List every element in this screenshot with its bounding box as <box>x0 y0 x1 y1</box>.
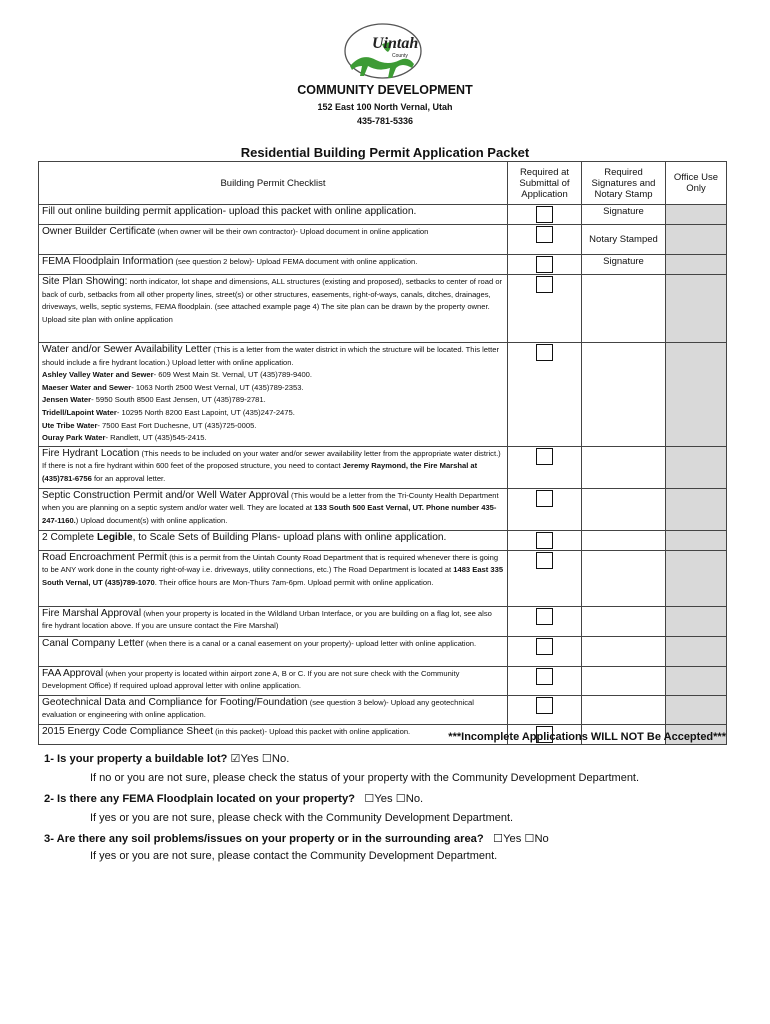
item-title: Water and/or Sewer Availability Letter <box>42 344 212 355</box>
item-description: (when your property is located within airport zone A, B or C. If you are not sure check with the Community Development Office) If required upload approval letter with online application. <box>42 668 460 691</box>
signature-requirement <box>582 275 666 343</box>
item-description: (when your property is located in the Wildland Urban Interface, or you are building on a flag lot, see also fire hydrant location above. If you are unsure contact the Fire Marshal) <box>42 608 492 631</box>
item-title: Geotechnical Data and Compliance for Footing/Foundation <box>42 696 308 708</box>
item-title: Owner Builder Certificate <box>42 226 156 237</box>
item-title: Site Plan Showing: <box>42 276 128 287</box>
item-description: (when there is a canal or a canal easement on your property)- upload letter with online application. <box>143 638 477 648</box>
required-checkbox[interactable] <box>536 668 553 685</box>
item-description-end: . Their office hours are Mon-Thurs 7am-6pm. Upload permit with online application. <box>154 577 434 587</box>
health-department-contact: 133 South 500 East Vernal, UT. Phone number 435-247-1160. <box>42 503 497 525</box>
question-text: 1- Is your property a buildable lot? <box>44 753 228 765</box>
office-use-cell <box>666 636 727 666</box>
item-description: (see question 2 below)- Upload FEMA document with online application. <box>173 257 418 266</box>
item-description: (see question 3 below)- Upload any geotechnical evaluation or engineering with online application. <box>42 697 474 720</box>
question-3-note: If yes or you are not sure, please contact the Community Development Department. <box>90 850 498 862</box>
signature-requirement <box>582 488 666 530</box>
document-title: Residential Building Permit Application Packet <box>240 145 530 160</box>
office-use-cell <box>666 446 727 488</box>
item-description: (This needs to be included on your water and/or sewer availability letter from the appropriate water district.) If there is not a fire hydrant within 600 feet of the proposed structure, you need to contact <box>42 448 501 471</box>
required-checkbox[interactable] <box>536 552 553 569</box>
signature-requirement <box>582 606 666 636</box>
column-header-checklist: Building Permit Checklist <box>39 162 508 205</box>
signature-requirement <box>582 550 666 606</box>
office-use-cell <box>666 550 727 606</box>
column-header-signatures: Required Signatures and Notary Stamp <box>582 162 666 205</box>
item-description: (in this packet)- Upload this packet with online application. <box>213 726 411 736</box>
office-use-cell <box>666 343 727 447</box>
item-description-end: for an approval letter. <box>91 473 166 483</box>
office-use-cell <box>666 606 727 636</box>
required-checkbox[interactable] <box>536 697 553 714</box>
signature-requirement <box>582 695 666 724</box>
signature-requirement <box>582 343 666 447</box>
question-text: 3- Are there any soil problems/issues on your property or in the surrounding area? <box>44 833 484 845</box>
office-use-cell <box>666 695 727 724</box>
item-title: 2 Complete Legible, to Scale Sets of Building Plans- upload plans with online application. <box>42 531 447 543</box>
water-district: Ute Tribe Water- 7500 East Fort Duchesne, UT (435)725-0005. <box>42 420 257 430</box>
item-description: (This is a letter from the water district in which the structure will be located. This letter should include a fire hydrant location.) Upload letter with online application. <box>42 345 499 367</box>
table-row <box>39 446 727 488</box>
required-checkbox[interactable] <box>536 226 553 243</box>
signature-requirement: Signature <box>582 255 666 275</box>
table-row <box>39 205 727 225</box>
office-use-cell <box>666 275 727 343</box>
signature-requirement: Notary Stamped <box>582 225 666 255</box>
office-use-cell <box>666 255 727 275</box>
water-district: Ouray Park Water- Randlett, UT (435)545-2415. <box>42 433 207 443</box>
incomplete-warning: ***Incomplete Applications WILL NOT Be Accepted*** <box>448 731 726 743</box>
office-use-cell <box>666 488 727 530</box>
item-description: (This would be a letter from the Tri-County Health Department when you are planning on a septic system and/or water well. They are located at <box>42 490 499 513</box>
fire-marshal-contact: Jeremy Raymond, the Fire Marshal at (435)781-6756 <box>42 461 478 483</box>
signature-requirement: Signature <box>582 205 666 225</box>
question-options[interactable]: ☑Yes ☐No. <box>230 753 290 765</box>
required-checkbox[interactable] <box>536 532 553 549</box>
question-text: 2- Is there any FEMA Floodplain located on your property? <box>44 793 356 805</box>
table-row <box>39 343 727 447</box>
table-row <box>39 488 727 530</box>
department-phone: 435-781-5336 <box>356 116 414 126</box>
column-header-required: Required at Submittal of Application <box>508 162 582 205</box>
office-use-cell <box>666 530 727 550</box>
water-district: Jensen Water- 5950 South 8500 East Jensen, UT (435)789-2781. <box>42 395 266 405</box>
signature-requirement <box>582 666 666 695</box>
office-use-cell <box>666 225 727 255</box>
required-checkbox[interactable] <box>536 448 553 465</box>
table-row <box>39 275 727 343</box>
question-2 <box>44 792 423 805</box>
item-title: Septic Construction Permit and/or Well Water Approval <box>42 489 289 501</box>
item-title: Fill out online building permit application- upload this packet with online application. <box>42 206 417 217</box>
required-checkbox[interactable] <box>536 608 553 625</box>
table-row <box>39 666 727 695</box>
department-address: 152 East 100 North Vernal, Utah <box>317 102 453 112</box>
required-checkbox[interactable] <box>536 276 553 293</box>
item-title: FAA Approval <box>42 667 104 679</box>
column-header-office: Office Use Only <box>666 162 727 205</box>
department-title: COMMUNITY DEVELOPMENT <box>297 83 473 97</box>
required-checkbox[interactable] <box>536 490 553 507</box>
item-title: 2015 Energy Code Compliance Sheet <box>42 725 214 737</box>
svg-text:Uintah: Uintah <box>372 35 419 52</box>
water-district: Tridell/Lapoint Water- 10295 North 8200 East Lapoint, UT (435)247-2475. <box>42 407 295 417</box>
table-row <box>39 255 727 275</box>
question-3 <box>44 832 549 845</box>
item-description-end: ) Upload document(s) with online application. <box>75 515 228 525</box>
table-row <box>39 636 727 666</box>
required-checkbox[interactable] <box>536 344 553 361</box>
office-use-cell <box>666 205 727 225</box>
question-1-note: If no or you are not sure, please check the status of your property with the Community Development Department. <box>90 772 640 784</box>
item-title: Canal Company Letter <box>42 637 144 649</box>
question-1 <box>44 752 289 765</box>
table-row <box>39 225 727 255</box>
office-use-cell <box>666 666 727 695</box>
table-row <box>39 530 727 550</box>
uintah-county-logo <box>342 22 424 82</box>
permit-checklist-table <box>38 161 727 745</box>
item-title: Fire Marshal Approval <box>42 607 142 619</box>
water-district: Maeser Water and Sewer- 1063 North 2500 West Vernal, UT (435)789-2353. <box>42 382 304 392</box>
question-options[interactable]: ☐Yes ☐No <box>493 833 549 845</box>
road-department-contact: 1483 East 335 South Vernal, UT (435)789-1070 <box>42 565 504 587</box>
question-2-note: If yes or you are not sure, please check with the Community Development Department. <box>90 812 514 824</box>
table-row <box>39 695 727 724</box>
required-checkbox[interactable] <box>536 206 553 223</box>
table-row <box>39 550 727 606</box>
item-title: Fire Hydrant Location <box>42 447 140 459</box>
item-description: (this is a permit from the Uintah County Road Department that is required whenever there is going to be ANY work done in the county right-of-way i.e. driveways, utility connections, etc.) The Road Department is located at <box>42 552 499 575</box>
item-description: (when owner will be their own contractor)- Upload document in online application <box>155 227 429 236</box>
item-title: FEMA Floodplain Information <box>42 256 174 267</box>
signature-requirement <box>582 446 666 488</box>
required-checkbox[interactable] <box>536 638 553 655</box>
question-options[interactable]: ☐Yes ☐No. <box>364 793 424 805</box>
item-description: north indicator, lot shape and dimensions, ALL structures (existing and proposed), setbacks to center of road or back of curb, setbacks from all other property lines, street(s) or other structures, easements, right-of-ways, canals, ditches, drainages, driveways, wells, septic systems, FEMA floodplain. (see attached example page 4) The site plan can be drawn by the property owner. Upload site plan with online application <box>42 277 503 324</box>
svg-text:County: County <box>392 53 408 59</box>
water-district-list <box>42 369 504 445</box>
item-title: Road Encroachment Permit <box>42 551 168 563</box>
signature-requirement <box>582 636 666 666</box>
table-row <box>39 606 727 636</box>
table-header-row <box>39 162 727 205</box>
signature-requirement <box>582 530 666 550</box>
water-district: Ashley Valley Water and Sewer- 609 West Main St. Vernal, UT (435)789-9400. <box>42 370 313 380</box>
required-checkbox[interactable] <box>536 256 553 273</box>
